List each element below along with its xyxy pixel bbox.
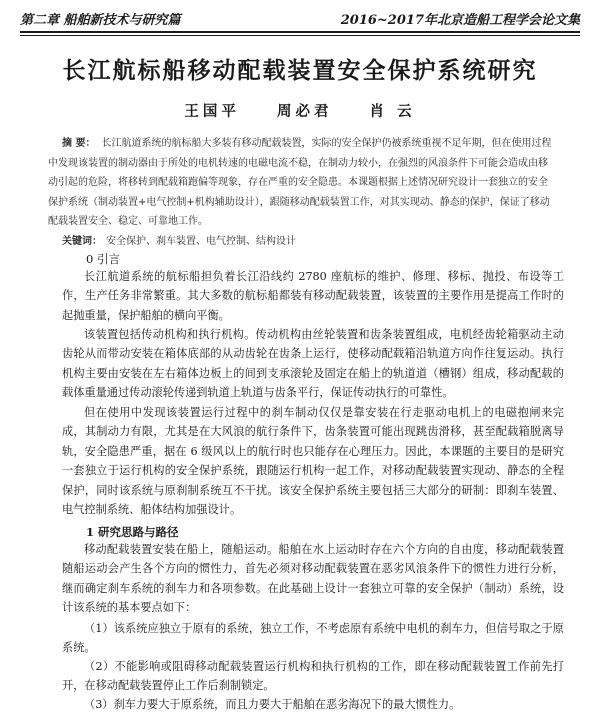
list-item: （3）刹车力要大于原系统，而且力要大于船舶在恶劣海况下的最大惯性力。 (84, 698, 461, 711)
body-paragraph: 移动配载装置安装在船上，随船运动。船舶在水上运动时存在六个方向的自由度，移动配载装置随船运动会产生各个方向的惯性力，首先必须对移动配载装置在恶劣风浪条件下的惯性力进行分析，继而确定刹车系统的刹车力和各项参数。在此基础上设计一套独立可靠的安全保护（制动）系统，设计该系统的基本要点如下： (62, 543, 564, 615)
list-item: （1）该系统应独立于原有的系统，独立工作，不考虑原有系统中电机的刹车力，但信号取之于原系统。 (62, 622, 564, 655)
header-proceedings: 2016~2017年北京造船工程学会论文集 (340, 13, 580, 28)
list-item: （2）不能影响或阻碍移动配载装置运行机构和执行机构的工作，即在移动配载装置工作前先打开，在移动配载装置停止工作后刹制锁定。 (62, 660, 564, 693)
section-heading-research: 1 研究思路与路径 (86, 525, 179, 539)
author-name: 周必君 (276, 103, 333, 120)
author-name: 王国平 (184, 103, 240, 120)
keywords-label: 关键词： (62, 236, 102, 247)
abstract-label: 摘 要： (62, 138, 96, 149)
body-paragraph: 长江航道系统的航标船担负着长江沿线约 2780 座航标的维护、修理、移标、抛投、布设等工作，生产任务非常繁重。其大多数的航标船都装有移动配载装置，该装置的主要作用是提高工作时的起抛重量，保护船舶的横向平衡。 (62, 270, 564, 322)
body-paragraph: 但在使用中发现该装置运行过程中的刹车制动仅仅是靠安装在行走驱动电机上的电磁抱闸来完成，其制动力有限，尤其是在大风浪的航行条件下，齿条装置可能出现跳齿滑移，甚至配载箱脱离导轨，安全隐患严重，据在 6 级风以上的航行时也只能存在心理压力。因此，本课题的主要目的是研究一套独立于运行机构的安全保护系统，跟随运行机构一起工作，对移动配载装置实现动、静态的全程保护，同时该系统与原刹制系统互不干扰。该安全保护系统主要包括三大部分的研制：即刹车装置、电气控制系统、船体结构加强设计。 (62, 406, 564, 517)
paper-title: 长江航标船移动配载装置安全保护系统研究 (62, 57, 538, 84)
author-name: 肖 云 (369, 103, 416, 120)
author-list (0, 100, 600, 121)
keywords-text: 安全保护、刹车装置、电气控制、结构设计 (106, 236, 296, 247)
abstract-text: 长江航道系统的航标船大多装有移动配载装置，实际的安全保护仍被系统重视不足年期，但在使用过程中发现该装置的制动器由于所处的电机转速的电磁电流不稳，在制动力较小，在强烈的风浪条件下可能会造成由移动引起的危险，将移转到配载箱跑偏等现象，存在严重的安全隐患。本课题根据上述情况研究设计一套独立的安全保护系统（制动装置+电气控制+机构辅助设计），跟随移动配载装置工作，对其实现动、静态的保护，保证了移动配载装置安全、稳定、可靠地工作。 (48, 138, 552, 227)
header-rule-thin (20, 35, 580, 36)
header-chapter: 第二章 船舶新技术与研究篇 (20, 13, 181, 28)
body-paragraph: 该装置包括传动机构和执行机构。传动机构由丝轮装置和齿条装置组成，电机经齿轮箱驱动主动齿轮从而带动安装在箱体底部的从动齿轮在齿条上运行，使移动配载箱沿轨道方向作往复运动。执行机构主要由安装在左右箱体边板上的间到支承滚轮及固定在船上的轨道道（槽钢）组成，移动配载的载体重量通过传动滚轮传递到轨道上轨道与齿条平行，保证传动执行的可靠性。 (62, 328, 564, 400)
keywords (62, 232, 556, 247)
header-rule (20, 31, 580, 33)
running-header (20, 6, 580, 28)
section-heading-intro: 0 引言 (86, 252, 120, 266)
abstract (48, 134, 556, 232)
